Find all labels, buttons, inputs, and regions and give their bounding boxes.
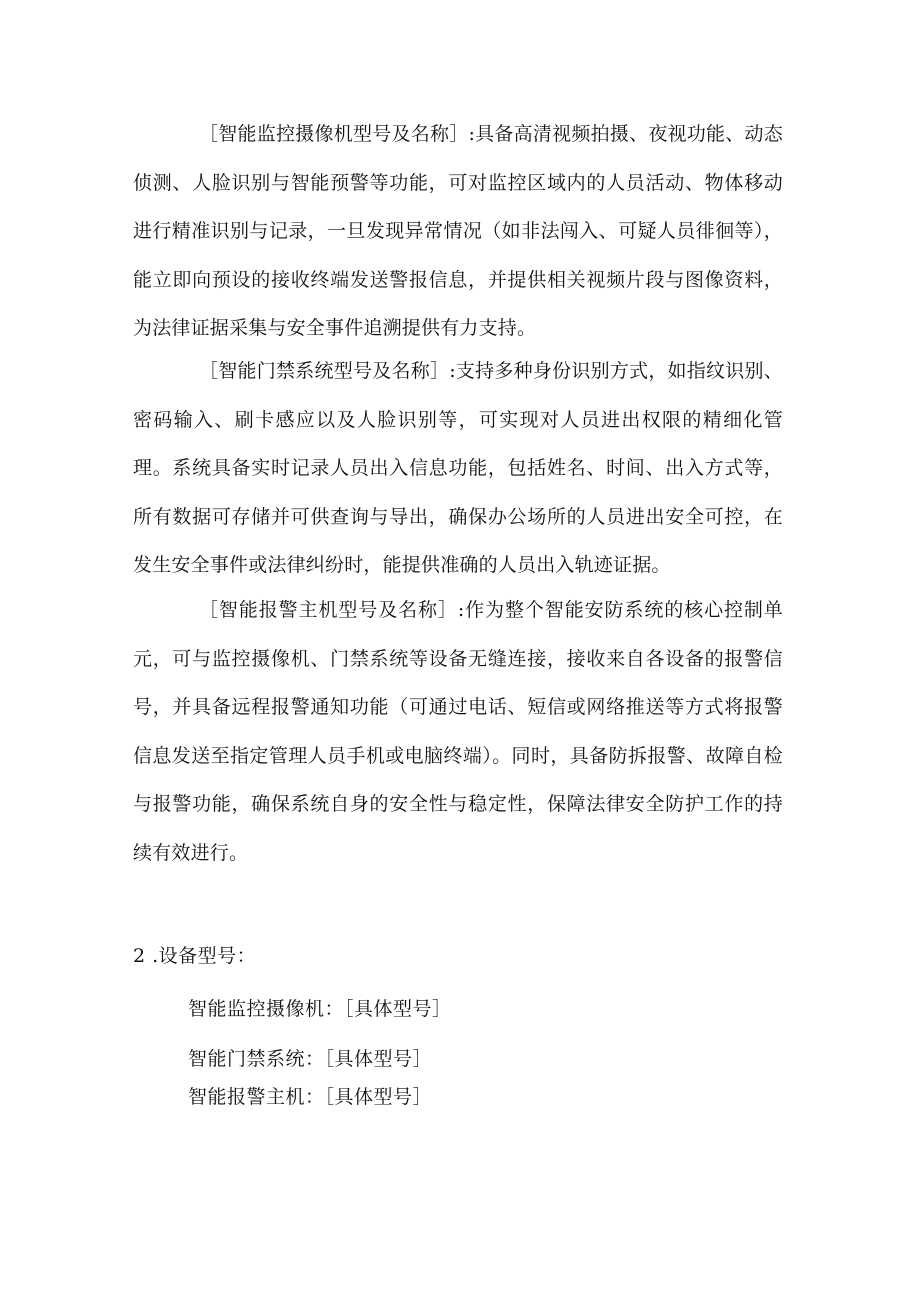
section-heading: 2 .设备型号： (133, 945, 257, 967)
paragraph-access-control: ［智能门禁系统型号及名称］:支持多种身份识别方式，如指纹识别、密码输入、刷卡感应以及人脸识别等，可实现对人员进出权限的精细化管理。系统具备实时记录人员出入信息功能，包括姓名、时间、出入方式等，所有数据可存储并可供查询与导出，确保办公场所的人员进出安全可控，在发生安全事件或法律纠纷时，能提供准确的人员出入轨迹证据。 (133, 360, 783, 577)
model-line-camera: 智能监控摄像机：［具体型号］ (188, 998, 452, 1020)
model-line-alarm-host: 智能报警主机：［具体型号］ (188, 1086, 433, 1108)
model-line-access-control: 智能门禁系统：［具体型号］ (188, 1048, 433, 1070)
paragraph-alarm-host: ［智能报警主机型号及名称］:作为整个智能安防系统的核心控制单元，可与监控摄像机、门禁系统等设备无缝连接，接收来自各设备的报警信号，并具备远程报警通知功能（可通过电话、短信或网络推送等方式将报警信息发送至指定管理人员手机或电脑终端）。同时，具备防拆报警、故障自检与报警功能，确保系统自身的安全性与稳定性，保障法律安全防护工作的持续有效进行。 (133, 599, 783, 864)
paragraph-camera: ［智能监控摄像机型号及名称］:具备高清视频拍摄、夜视功能、动态侦测、人脸识别与智能预警等功能，可对监控区域内的人员活动、物体移动进行精准识别与记录，一旦发现异常情况（如非法闯入、可疑人员徘徊等），能立即向预设的接收终端发送警报信息，并提供相关视频片段与图像资料，为法律证据采集与安全事件追溯提供有力支持。 (133, 123, 783, 340)
